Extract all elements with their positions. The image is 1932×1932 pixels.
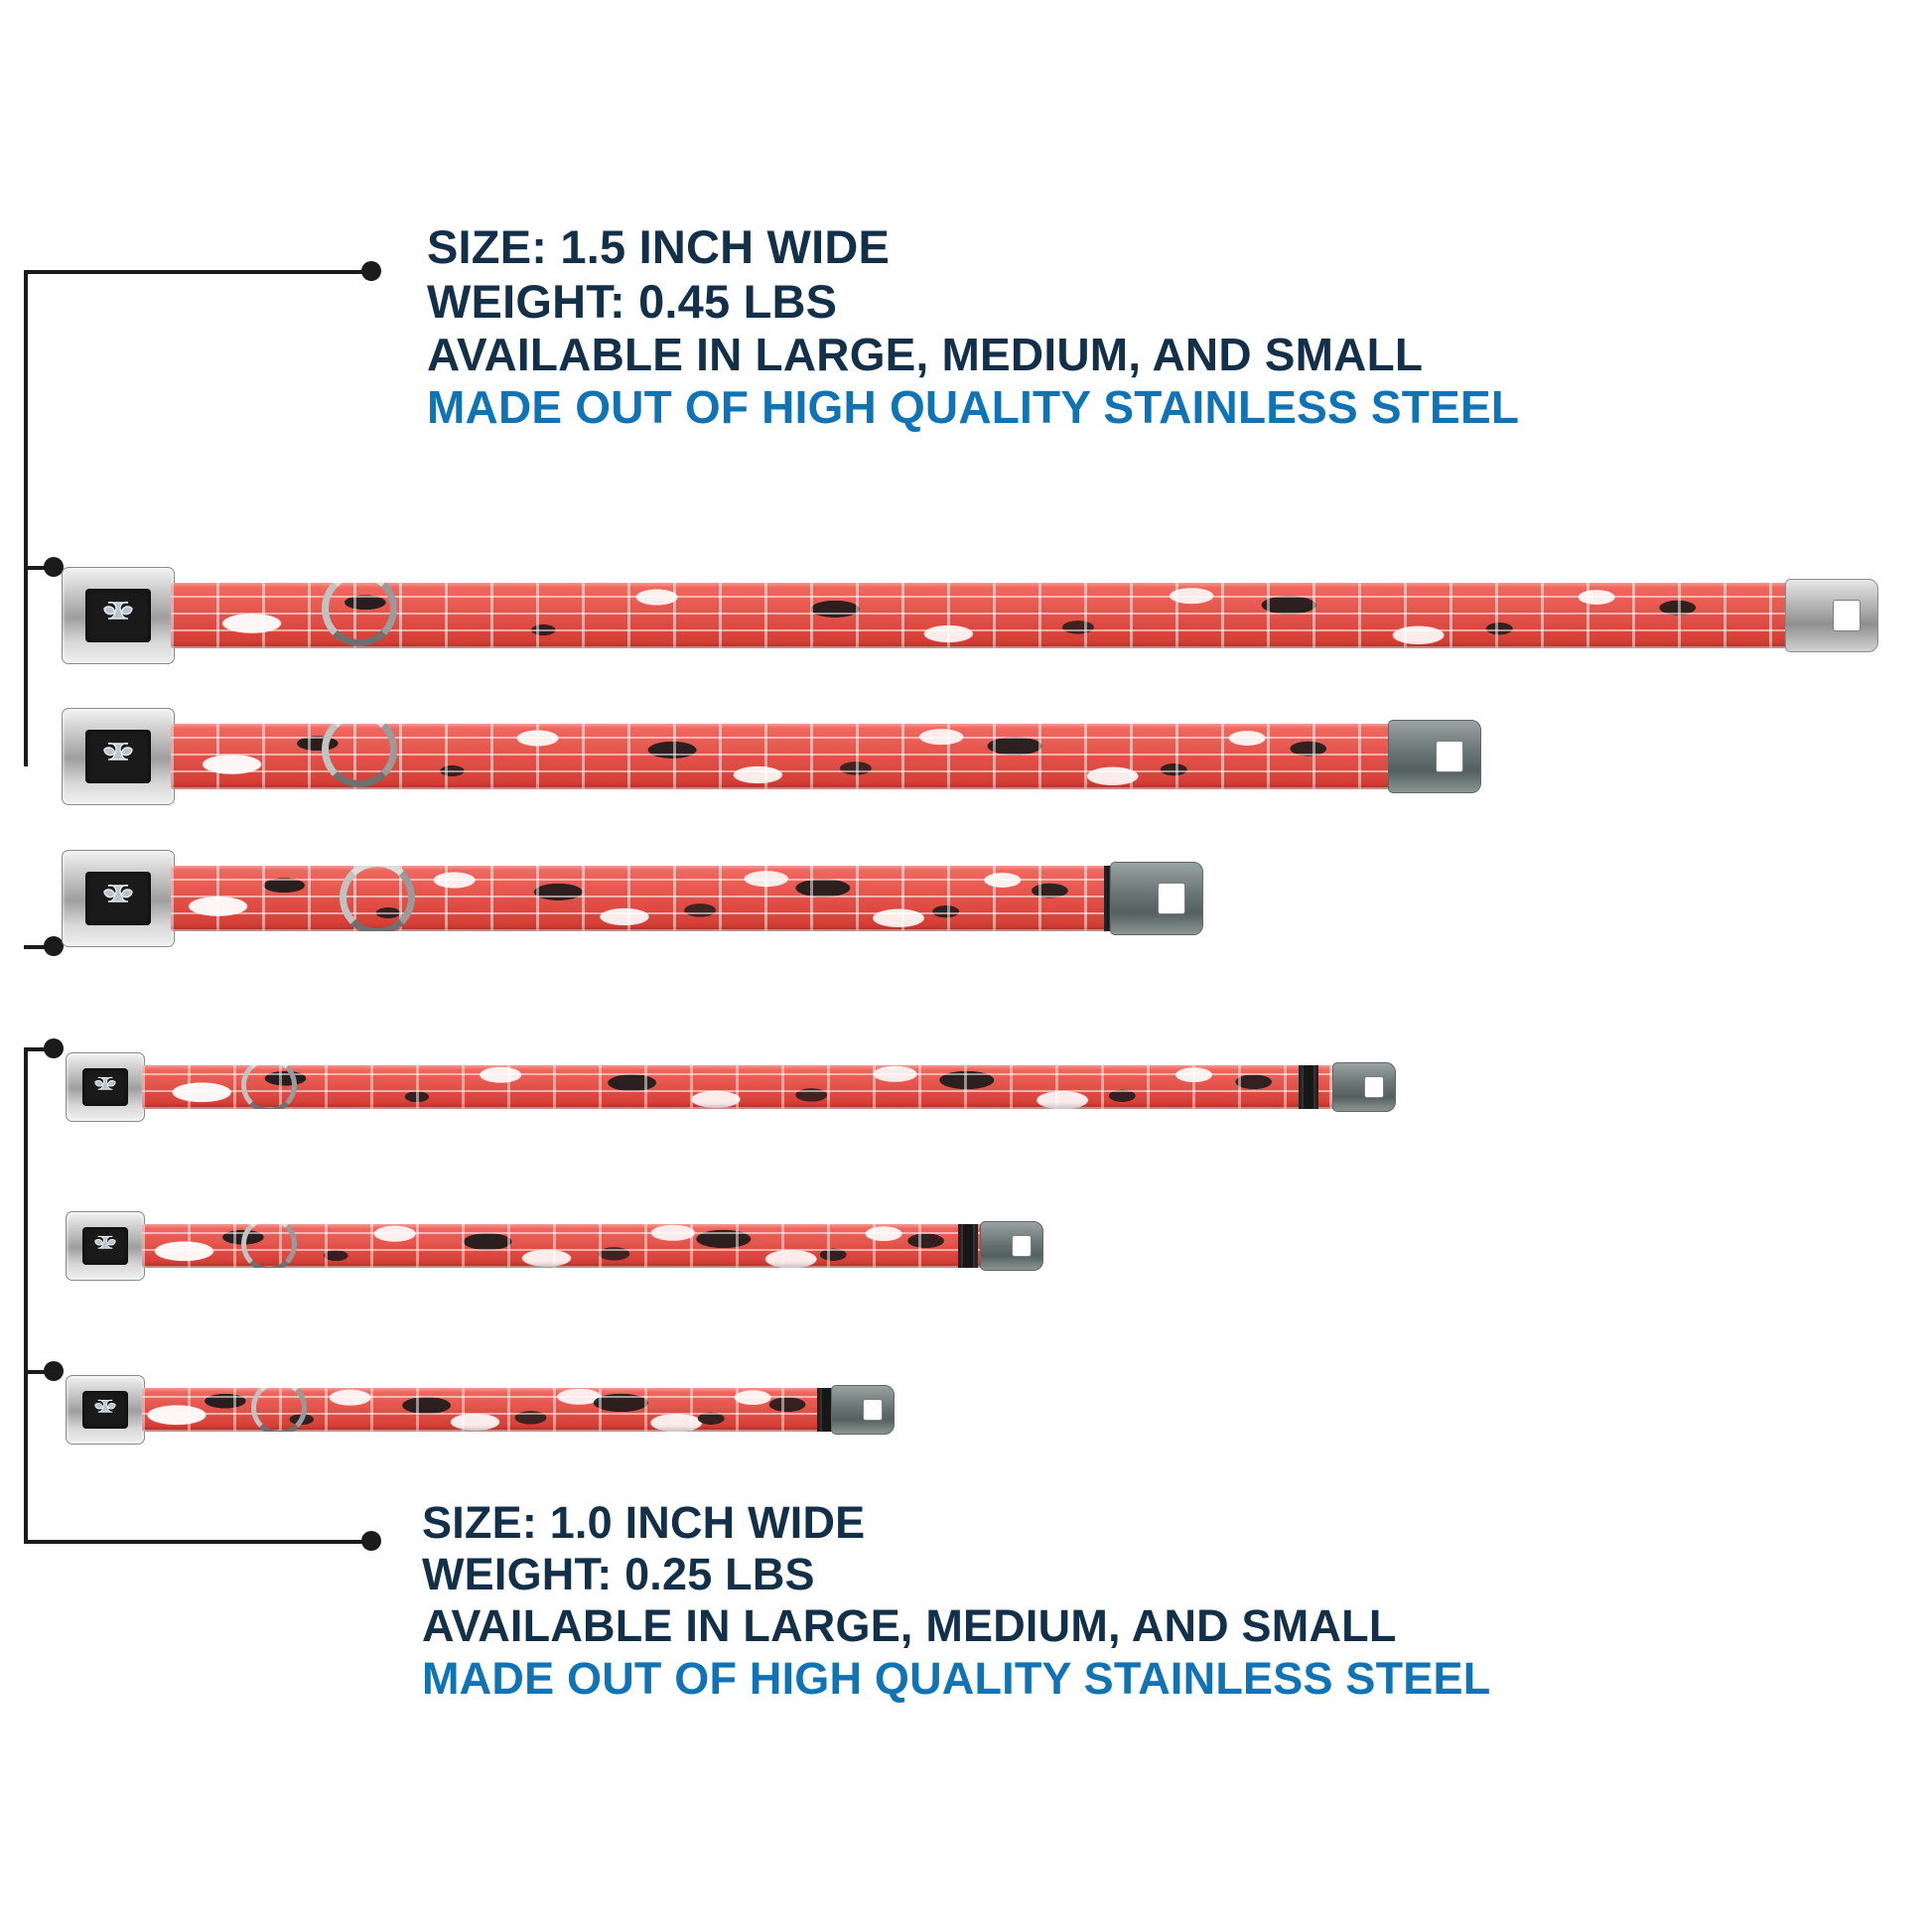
dot-marker-small-wide [44, 936, 64, 956]
collar-medium-wide[interactable] [62, 707, 1481, 806]
d-ring[interactable] [241, 1224, 297, 1268]
dog-bone-icon [89, 1399, 121, 1421]
tongue-hole [1158, 883, 1185, 914]
collar-large-wide[interactable] [62, 566, 1878, 665]
callout-top-horizontal [24, 270, 369, 274]
spec-material-narrow: MADE OUT OF HIGH QUALITY STAINLESS STEEL [422, 1652, 1491, 1704]
collar-webbing [142, 1224, 985, 1268]
spec-availability-wide: AVAILABLE IN LARGE, MEDIUM, AND SMALL [427, 329, 1424, 381]
dot-marker-small-narrow [44, 1361, 64, 1381]
collar-webbing [171, 866, 1116, 931]
dot-marker-large-narrow [44, 1038, 64, 1058]
d-ring[interactable] [322, 583, 397, 646]
d-ring[interactable] [340, 866, 415, 931]
spec-material-wide: MADE OUT OF HIGH QUALITY STAINLESS STEEL [427, 381, 1520, 434]
dog-bone-icon [96, 742, 140, 771]
metal-tongue[interactable] [1785, 579, 1878, 652]
buckle-release-button[interactable] [82, 1068, 128, 1106]
spec-weight-narrow: WEIGHT: 0.25 LBS [422, 1549, 815, 1600]
tongue-hole [1364, 1076, 1384, 1098]
collar-webbing [171, 724, 1394, 789]
collar-webbing [142, 1065, 1337, 1109]
collar-webbing [142, 1388, 836, 1432]
metal-tongue[interactable] [831, 1385, 895, 1435]
spec-availability-narrow: AVAILABLE IN LARGE, MEDIUM, AND SMALL [422, 1600, 1397, 1652]
d-ring[interactable] [251, 1388, 307, 1432]
seatbelt-buckle[interactable] [66, 1375, 145, 1445]
d-ring[interactable] [322, 724, 397, 787]
callout-top-vertical [24, 270, 28, 766]
collar-medium-narrow[interactable] [66, 1206, 1043, 1286]
seatbelt-buckle[interactable] [62, 850, 175, 947]
seatbelt-buckle[interactable] [66, 1052, 145, 1122]
metal-tongue[interactable] [1110, 862, 1203, 935]
d-ring[interactable] [241, 1065, 297, 1109]
dog-bone-icon [96, 601, 140, 630]
buckle-release-button[interactable] [82, 1391, 128, 1429]
metal-tongue[interactable] [980, 1221, 1043, 1271]
callout-bottom-vertical [24, 1047, 28, 1544]
spec-block-wide [427, 220, 1519, 435]
metal-tongue[interactable] [1388, 720, 1481, 793]
buckle-release-button[interactable] [85, 872, 151, 925]
collar-small-narrow[interactable] [66, 1370, 895, 1449]
tongue-hole [1012, 1235, 1032, 1257]
tongue-hole [1436, 741, 1463, 772]
callout-bottom-horizontal [24, 1540, 369, 1544]
spec-size-wide: SIZE: 1.5 INCH WIDE [427, 220, 891, 273]
spec-size-narrow: SIZE: 1.0 INCH WIDE [422, 1497, 866, 1548]
dog-bone-icon [89, 1235, 121, 1257]
seatbelt-buckle[interactable] [62, 708, 175, 805]
collar-small-wide[interactable] [62, 849, 1203, 948]
buckle-release-button[interactable] [85, 730, 151, 783]
dot-marker-bottom-label [361, 1531, 381, 1551]
seatbelt-buckle[interactable] [62, 567, 175, 664]
collar-webbing [171, 583, 1791, 648]
spec-weight-wide: WEIGHT: 0.45 LBS [427, 274, 838, 328]
dog-bone-icon [96, 884, 140, 913]
metal-tongue[interactable] [1332, 1062, 1396, 1112]
spec-block-narrow [422, 1497, 1490, 1705]
collar-large-narrow[interactable] [66, 1047, 1396, 1127]
dog-bone-icon [89, 1076, 121, 1098]
dot-marker-top-label [361, 261, 381, 281]
tongue-hole [863, 1399, 883, 1421]
dot-marker-large-wide [44, 557, 64, 577]
seatbelt-buckle[interactable] [66, 1211, 145, 1281]
tongue-hole [1833, 600, 1861, 631]
buckle-release-button[interactable] [85, 589, 151, 642]
adjustment-slider[interactable] [958, 1224, 978, 1268]
adjustment-slider[interactable] [1299, 1065, 1318, 1109]
buckle-release-button[interactable] [82, 1227, 128, 1265]
